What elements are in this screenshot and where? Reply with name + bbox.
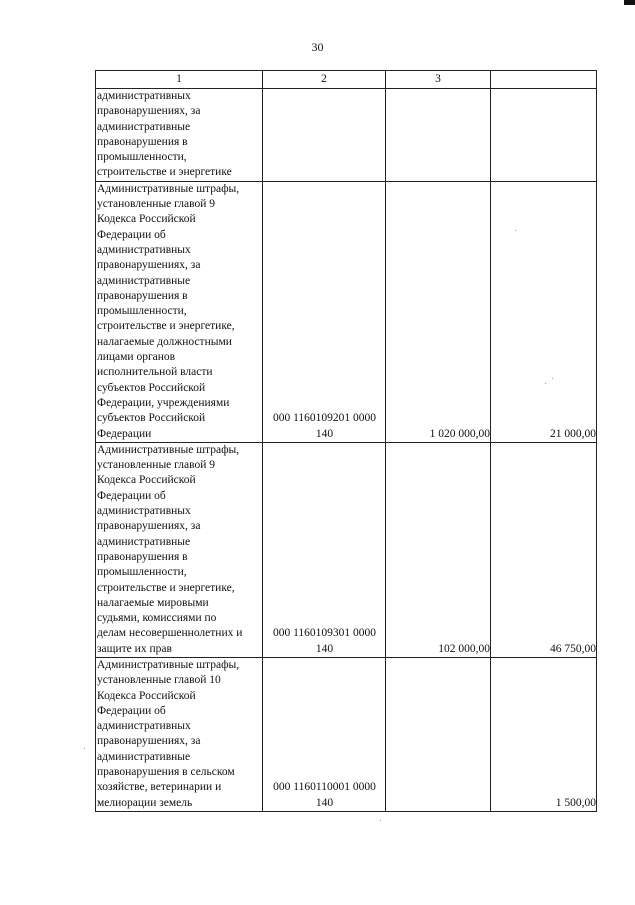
row-amount-cell: 46 750,00 — [491, 442, 597, 657]
table-row — [96, 657, 597, 811]
row-name-cell: административных правонарушениях, за административные правонарушения в промышленности, строительстве и энергетике — [96, 89, 263, 182]
row-code-cell: 000 1160109201 0000 140 — [263, 181, 386, 442]
row-amount-cell: 1 500,00 — [491, 657, 597, 811]
row-amount-cell — [491, 89, 597, 182]
row-code-cell — [263, 89, 386, 182]
row-code-cell: 000 1160109301 0000 140 — [263, 442, 386, 657]
row-name-cell: Административные штрафы, установленные главой 10 Кодекса Российской Федерации об административных правонарушениях, за административные правонарушения в сельском хозяйстве, ветеринарии и мелиорации земель — [96, 657, 263, 811]
page-number: 30 — [311, 40, 324, 54]
scan-speck — [515, 230, 516, 231]
column-header-1: 1 — [96, 71, 263, 89]
column-header-2: 2 — [263, 71, 386, 89]
row-amount-cell — [386, 657, 491, 811]
row-amount-cell: 1 020 000,00 — [386, 181, 491, 442]
row-name-cell: Административные штрафы, установленные главой 9 Кодекса Российской Федерации об административных правонарушениях, за административные правонарушения в промышленности, строительстве и энергетике, налагаемые мировыми судьями, комиссиями по делам несовершеннолетних и защите их прав — [96, 442, 263, 657]
row-name-cell: Административные штрафы, установленные главой 9 Кодекса Российской Федерации об административных правонарушениях, за административные правонарушения в промышленности, строительстве и энергетике, налагаемые должностными лицами органов исполнительной власти субъектов Российской Федерации, учреждениями субъектов Российской Федерации — [96, 181, 263, 442]
column-header-4 — [491, 71, 597, 89]
scan-speck — [84, 748, 85, 749]
column-header-3: 3 — [386, 71, 491, 89]
table-row — [96, 442, 597, 657]
budget-revenue-table — [95, 70, 597, 812]
table-row — [96, 89, 597, 182]
scan-speck — [545, 383, 546, 384]
row-code-cell: 000 1160110001 0000 140 — [263, 657, 386, 811]
row-amount-cell: 21 000,00 — [491, 181, 597, 442]
table-row — [96, 181, 597, 442]
scan-corner-mark — [624, 0, 635, 5]
scan-speck — [380, 820, 381, 821]
table-header-row — [96, 71, 597, 89]
row-amount-cell: 102 000,00 — [386, 442, 491, 657]
scan-speck — [552, 378, 553, 379]
row-amount-cell — [386, 89, 491, 182]
